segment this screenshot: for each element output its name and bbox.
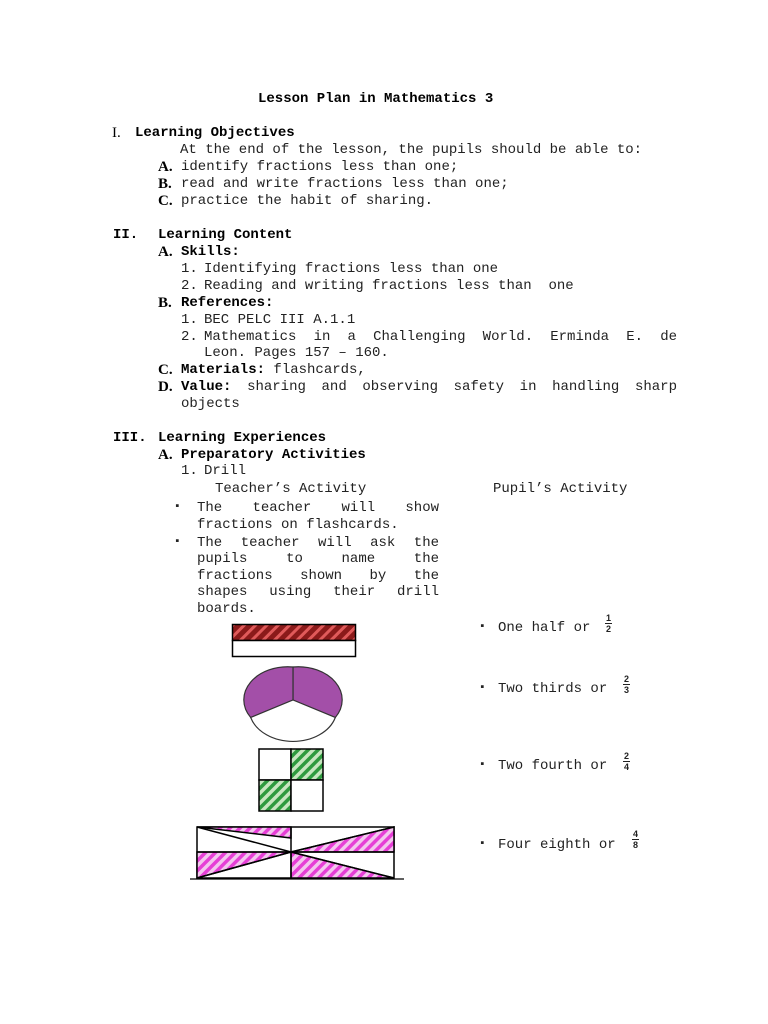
section-heading-content: Learning Content [158, 227, 293, 243]
answer-text-3: Two fourth or [498, 758, 608, 774]
reference-num-1: 1. [181, 312, 198, 328]
materials-text: flashcards, [265, 362, 366, 378]
drill-num: 1. [181, 463, 198, 479]
circle-thirds-figure [248, 666, 338, 736]
skill-num-2: 2. [181, 278, 198, 294]
value-letter: D. [158, 379, 173, 395]
objective-letter-c: C. [158, 193, 173, 209]
materials-line [181, 362, 366, 379]
reference-text-2-line2: Leon. Pages 157 – 160. [204, 345, 389, 361]
skill-text-2: Reading and writing fractions less than one [204, 278, 574, 294]
fraction-denominator: 2 [605, 624, 611, 634]
rectangle-eighths-figure [190, 826, 405, 882]
bullet-icon: ▪ [174, 536, 181, 548]
teacher-bullet-1-line2: fractions on flashcards. [197, 517, 399, 533]
objective-text-b: read and write fractions less than one; [181, 176, 509, 192]
drill-label: Drill [204, 463, 247, 479]
value-line1 [181, 379, 677, 396]
fraction-denominator: 3 [623, 685, 629, 695]
bullet-icon: ▪ [479, 838, 486, 850]
fraction-3 [623, 751, 630, 772]
fraction-2 [623, 674, 630, 695]
answer-text-2: Two thirds or [498, 681, 608, 697]
quarter-bottom-right [291, 780, 323, 811]
fraction-numerator: 4 [632, 829, 638, 839]
fraction-4 [632, 829, 639, 850]
teacher-bullet-2-line4: shapes using their drill [197, 584, 439, 600]
prep-letter: A. [158, 447, 173, 463]
section-heading-objectives: Learning Objectives [135, 125, 295, 141]
answer-text-4: Four eighth or [498, 837, 616, 853]
answer-text-1: One half or [498, 620, 591, 636]
fraction-numerator: 2 [623, 674, 629, 684]
materials-label: Materials: [181, 362, 266, 378]
value-label: Value: [181, 379, 232, 395]
teacher-bullet-2-line1: The teacher will ask the [197, 535, 439, 551]
shaded-half [233, 625, 356, 641]
objective-text-c: practice the habit of sharing. [181, 193, 434, 209]
teacher-bullet-2-line3: fractions shown by the [197, 568, 439, 584]
references-letter: B. [158, 295, 172, 311]
unshaded-half [233, 641, 356, 657]
page-title: Lesson Plan in Mathematics 3 [258, 91, 494, 107]
teacher-bullet-2-line5: boards. [197, 601, 256, 617]
teacher-activity-header: Teacher’s Activity [215, 481, 367, 497]
square-fourths-figure [258, 748, 326, 812]
teacher-bullet-1-line1: The teacher will show [197, 500, 439, 516]
reference-text-1: BEC PELC III A.1.1 [204, 312, 356, 328]
reference-num-2: 2. [181, 329, 198, 345]
teacher-bullet-2-line2: pupils to name the [197, 551, 439, 567]
fraction-numerator: 2 [623, 751, 629, 761]
bullet-icon: ▪ [479, 682, 486, 694]
quarter-top-right [291, 749, 323, 780]
section-numeral-1: I. [112, 125, 121, 141]
bullet-icon: ▪ [174, 501, 181, 513]
objective-letter-a: A. [158, 159, 173, 175]
skills-label: Skills: [181, 244, 240, 260]
fraction-denominator: 8 [632, 840, 638, 850]
skills-letter: A. [158, 244, 173, 260]
reference-text-2-line1: Mathematics in a Challenging World. Erminda E. de [204, 329, 677, 345]
objectives-intro: At the end of the lesson, the pupils should be able to: [180, 142, 643, 158]
section-numeral-2: II. [113, 227, 139, 243]
fraction-numerator: 1 [605, 613, 611, 623]
value-text: sharing and observing safety in handling sharp [231, 379, 677, 395]
value-line2: objects [181, 396, 240, 412]
references-label: References: [181, 295, 274, 311]
objective-text-a: identify fractions less than one; [181, 159, 459, 175]
pupil-activity-header: Pupil’s Activity [493, 481, 628, 497]
objective-letter-b: B. [158, 176, 172, 192]
prep-label: Preparatory Activities [181, 447, 366, 463]
half-rectangle-figure [232, 624, 357, 658]
quarter-bottom-left [259, 780, 291, 811]
section-numeral-3: III. [113, 430, 147, 446]
quarter-top-left [259, 749, 291, 780]
bullet-icon: ▪ [479, 621, 486, 633]
skill-num-1: 1. [181, 261, 198, 277]
fraction-1 [605, 613, 612, 634]
materials-letter: C. [158, 362, 173, 378]
bullet-icon: ▪ [479, 759, 486, 771]
section-heading-experiences: Learning Experiences [158, 430, 327, 446]
fraction-denominator: 4 [623, 762, 629, 772]
skill-text-1: Identifying fractions less than one [204, 261, 499, 277]
